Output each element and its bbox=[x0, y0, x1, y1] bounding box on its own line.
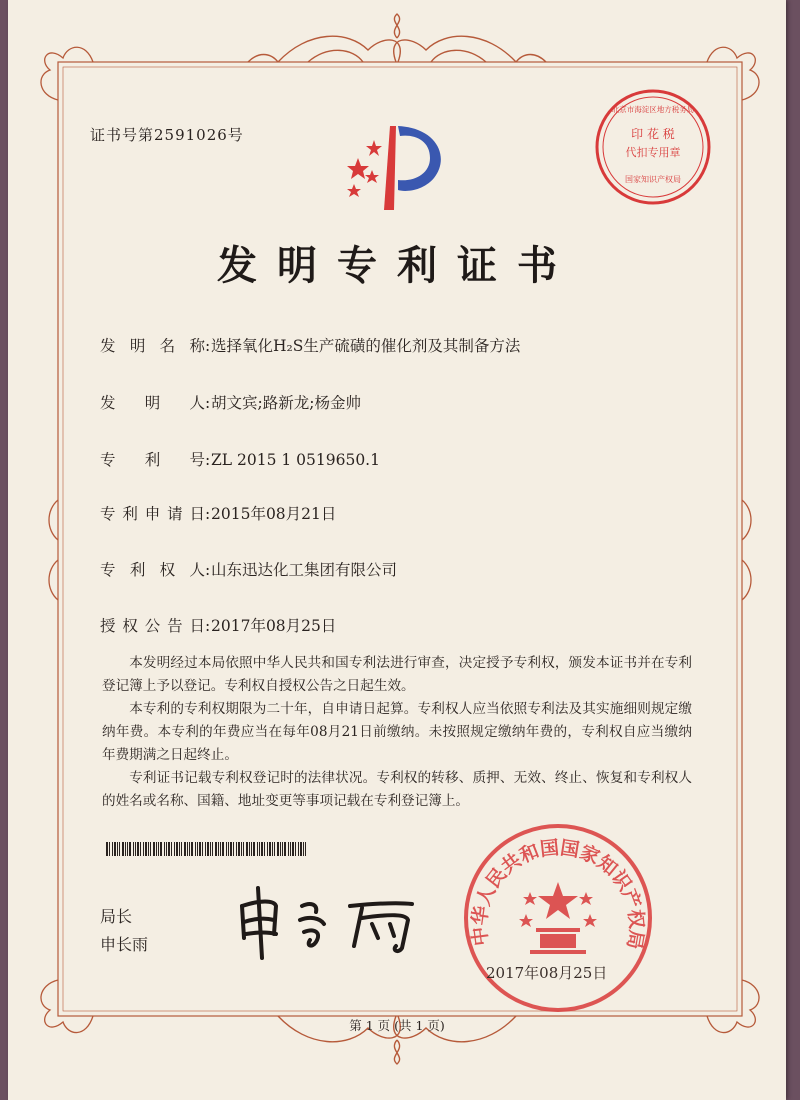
field-label: 专利申请日 bbox=[100, 505, 205, 523]
svg-text:印 花 税: 印 花 税 bbox=[631, 127, 675, 141]
barcode-bar bbox=[303, 842, 304, 856]
certificate-title: 发明专利证书 bbox=[217, 242, 577, 289]
field-inventors: 发明人:胡文宾;路新龙;杨金帅 bbox=[100, 391, 361, 413]
field-grant-date: 授权公告日:2017年08月25日 bbox=[100, 614, 336, 636]
svg-text:北京市海淀区地方税务局: 北京市海淀区地方税务局 bbox=[611, 105, 695, 114]
barcode-bar bbox=[246, 842, 248, 856]
barcode-bar bbox=[140, 842, 141, 856]
barcode-bar bbox=[288, 842, 289, 856]
barcode-bar bbox=[160, 842, 162, 856]
barcode-bar bbox=[292, 842, 294, 856]
patent-office-logo bbox=[338, 118, 458, 218]
director-name: 申长雨 bbox=[100, 935, 149, 954]
issue-date: 2017年08月25日 bbox=[486, 964, 608, 982]
barcode-bar bbox=[122, 842, 124, 856]
barcode-bar bbox=[230, 842, 232, 856]
field-value: 胡文宾;路新龙;杨金帅 bbox=[211, 394, 361, 412]
barcode-bar bbox=[272, 842, 273, 856]
barcode-bar bbox=[220, 842, 221, 856]
barcode-bar bbox=[298, 842, 299, 856]
barcode-bar bbox=[114, 842, 116, 856]
barcode-bar bbox=[145, 842, 147, 856]
barcode-bar bbox=[290, 842, 291, 856]
barcode-bar bbox=[119, 842, 120, 856]
barcode-bar bbox=[174, 842, 175, 856]
barcode-bar bbox=[168, 842, 170, 856]
barcode-bar bbox=[233, 842, 234, 856]
field-value: 2015年08月21日 bbox=[211, 505, 337, 523]
field-label: 专利号 bbox=[100, 451, 205, 469]
barcode-bar bbox=[158, 842, 159, 856]
barcode-bar bbox=[125, 842, 126, 856]
barcode-bar bbox=[166, 842, 167, 856]
barcode-bar bbox=[117, 842, 118, 856]
barcode-bar bbox=[187, 842, 188, 856]
barcode-bar bbox=[148, 842, 149, 856]
svg-text:代扣专用章: 代扣专用章 bbox=[625, 146, 681, 159]
barcode-bar bbox=[243, 842, 244, 856]
barcode-bar bbox=[300, 842, 302, 856]
barcode-bar bbox=[280, 842, 281, 856]
field-value: 2017年08月25日 bbox=[211, 617, 337, 635]
barcode-icon bbox=[106, 842, 308, 856]
field-label: 专利权人 bbox=[100, 561, 205, 579]
patent-office-stamp bbox=[460, 820, 656, 1016]
barcode-bar bbox=[181, 842, 182, 856]
body-paragraph: 本发明经过本局依照中华人民共和国专利法进行审查，决定授予专利权，颁发本证书并在专利登记簿上予以登记。专利权自授权公告之日起生效。 bbox=[102, 655, 692, 694]
barcode-bar bbox=[218, 842, 219, 856]
barcode-bar bbox=[150, 842, 151, 856]
barcode-bar bbox=[164, 842, 165, 856]
barcode-bar bbox=[215, 842, 217, 856]
barcode-bar bbox=[267, 842, 268, 856]
barcode-bar bbox=[259, 842, 260, 856]
field-value: ZL 2015 1 0519650.1 bbox=[211, 451, 380, 469]
barcode-bar bbox=[269, 842, 271, 856]
barcode-bar bbox=[261, 842, 263, 856]
svg-text:国家知识产权局: 国家知识产权局 bbox=[625, 175, 681, 184]
barcode-bar bbox=[153, 842, 155, 856]
tax-bureau-stamp bbox=[592, 86, 714, 208]
barcode-bar bbox=[305, 842, 306, 856]
field-patentee: 专利权人:山东迅达化工集团有限公司 bbox=[100, 558, 397, 580]
barcode-bar bbox=[226, 842, 227, 856]
barcode-bar bbox=[295, 842, 296, 856]
barcode-bar bbox=[135, 842, 136, 856]
barcode-bar bbox=[189, 842, 190, 856]
field-patent-number: 专利号:ZL 2015 1 0519650.1 bbox=[100, 448, 380, 470]
barcode-bar bbox=[238, 842, 240, 856]
barcode-bar bbox=[191, 842, 193, 856]
barcode-bar bbox=[212, 842, 213, 856]
barcode-bar bbox=[176, 842, 178, 856]
certificate-number: 证书号第2591026号 bbox=[90, 126, 244, 144]
field-invention-name: 发明名称:选择氧化H₂S生产硫磺的催化剂及其制备方法 bbox=[100, 334, 520, 356]
barcode-bar bbox=[274, 842, 275, 856]
page-number: 第 1 页 (共 1 页) bbox=[349, 1018, 445, 1033]
barcode-bar bbox=[202, 842, 203, 856]
barcode-bar bbox=[133, 842, 134, 856]
barcode-bar bbox=[241, 842, 242, 856]
certificate-body bbox=[102, 652, 692, 813]
barcode-bar bbox=[137, 842, 139, 856]
barcode-bar bbox=[249, 842, 250, 856]
barcode-bar bbox=[143, 842, 144, 856]
field-label: 发明名称 bbox=[100, 337, 205, 355]
barcode-bar bbox=[236, 842, 237, 856]
director-title: 局长 bbox=[100, 907, 133, 926]
barcode-bar bbox=[179, 842, 180, 856]
barcode-bar bbox=[127, 842, 128, 856]
stamp-text: 中华人民共和国国家知识产权局 bbox=[468, 836, 648, 951]
barcode-bar bbox=[195, 842, 196, 856]
barcode-bar bbox=[129, 842, 131, 856]
barcode-bar bbox=[106, 842, 108, 856]
body-paragraph: 专利证书记载专利权登记时的法律状况。专利权的转移、质押、无效、终止、恢复和专利权人的姓名或名称、国籍、地址变更等事项记载在专利登记簿上。 bbox=[102, 770, 692, 809]
barcode-bar bbox=[210, 842, 211, 856]
certificate-paper bbox=[8, 0, 786, 1100]
field-application-date: 专利申请日:2015年08月21日 bbox=[100, 502, 336, 524]
barcode-bar bbox=[156, 842, 157, 856]
field-label: 发明人 bbox=[100, 394, 205, 412]
field-value: 山东迅达化工集团有限公司 bbox=[211, 561, 398, 579]
barcode-bar bbox=[197, 842, 198, 856]
barcode-bar bbox=[222, 842, 224, 856]
barcode-bar bbox=[199, 842, 201, 856]
director-signature bbox=[230, 876, 430, 966]
barcode-bar bbox=[257, 842, 258, 856]
barcode-bar bbox=[184, 842, 186, 856]
barcode-bar bbox=[253, 842, 255, 856]
barcode-bar bbox=[207, 842, 209, 856]
barcode-bar bbox=[264, 842, 265, 856]
barcode-bar bbox=[109, 842, 110, 856]
field-label: 授权公告日 bbox=[100, 617, 205, 635]
barcode-bar bbox=[228, 842, 229, 856]
barcode-bar bbox=[282, 842, 283, 856]
body-paragraph: 本专利的专利权期限为二十年，自申请日起算。专利权人应当依照专利法及其实施细则规定缴纳年费。本专利的年费应当在每年08月21日前缴纳。未按照规定缴纳年费的，专利权自应当缴纳年费期满之日起终止。 bbox=[102, 701, 692, 763]
barcode-bar bbox=[112, 842, 113, 856]
barcode-bar bbox=[277, 842, 279, 856]
barcode-bar bbox=[171, 842, 172, 856]
field-value: 选择氧化H₂S生产硫磺的催化剂及其制备方法 bbox=[211, 337, 521, 355]
barcode-bar bbox=[251, 842, 252, 856]
barcode-bar bbox=[205, 842, 206, 856]
barcode-bar bbox=[284, 842, 286, 856]
